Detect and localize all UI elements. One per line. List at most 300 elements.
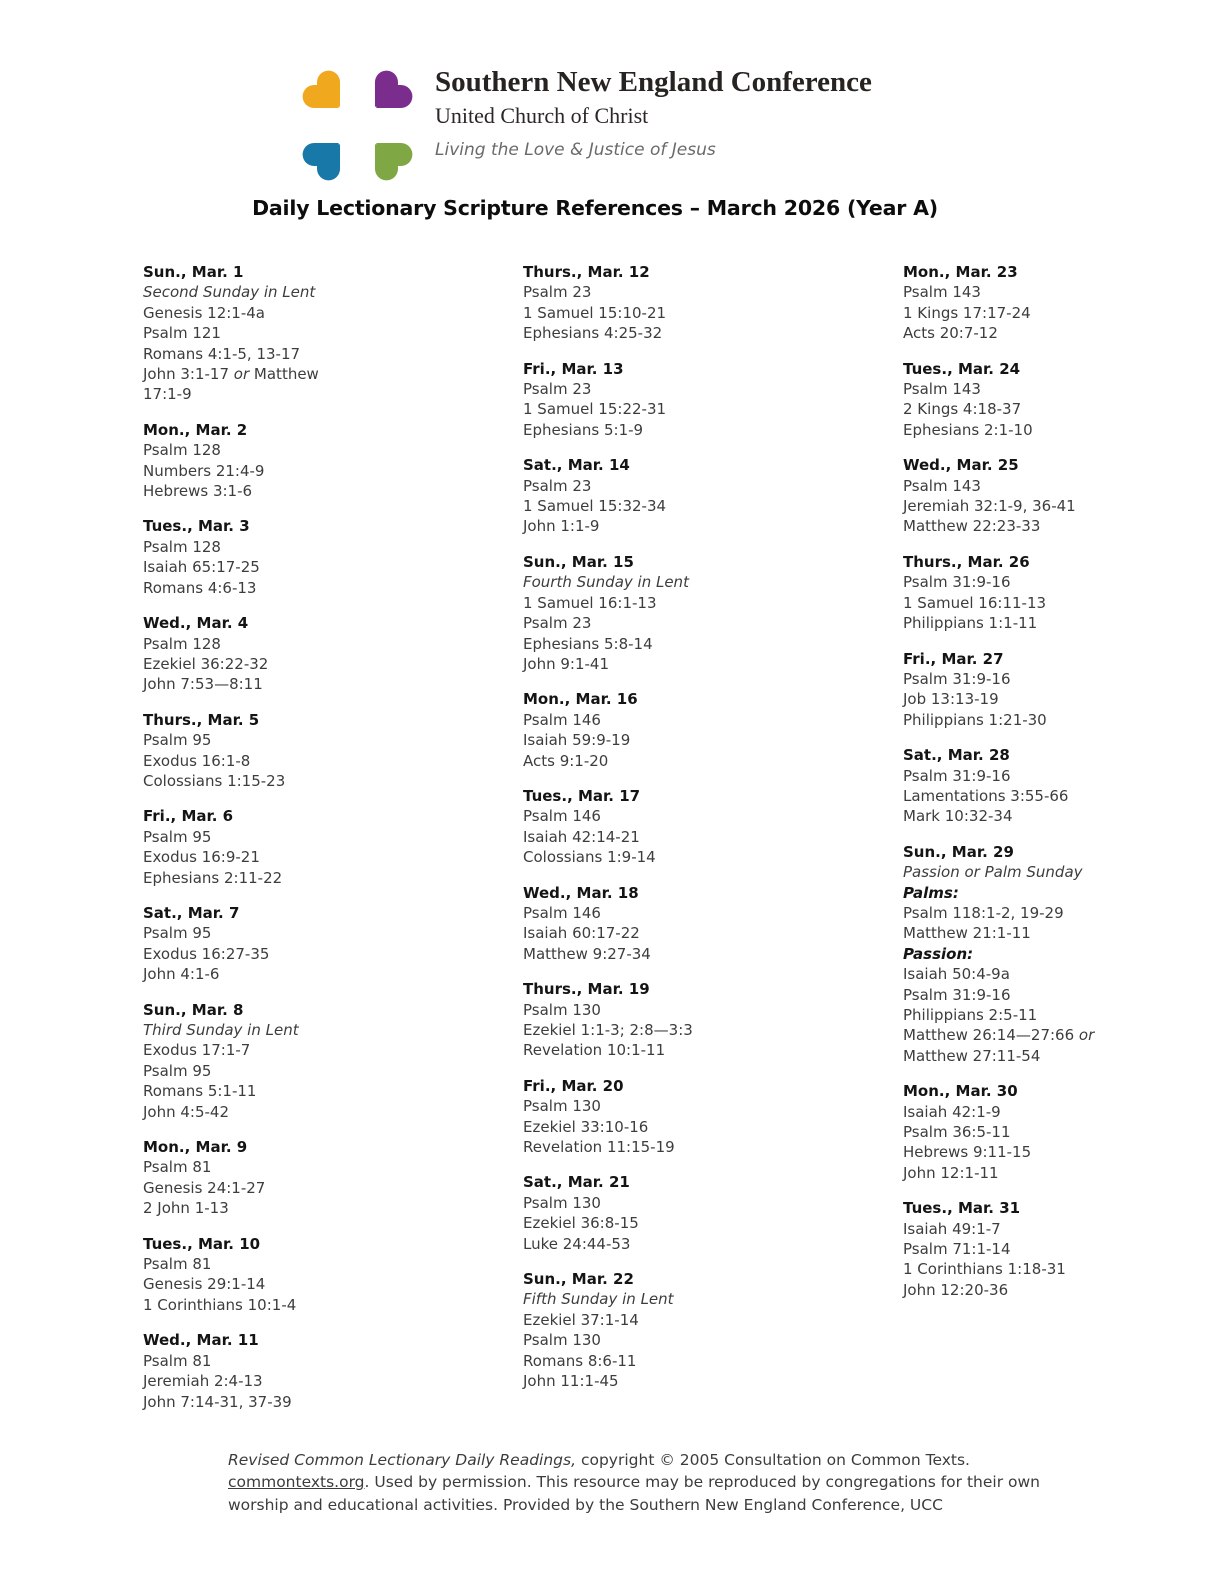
scripture-line <box>523 923 858 943</box>
scripture-text: John 1:1-9 <box>523 517 600 536</box>
heart-icon-green <box>357 125 416 184</box>
scripture-text: Isaiah 50:4-9a <box>903 965 1010 984</box>
scripture-text: Psalm 31:9-16 <box>903 669 1011 688</box>
scripture-text: Psalm 71:1-14 <box>903 1240 1011 1259</box>
lectionary-entry <box>903 359 1224 441</box>
scripture-text: 1 Samuel 15:10-21 <box>523 303 667 322</box>
entry-date-heading: Sun., Mar. 22 <box>523 1270 634 1289</box>
scripture-text: Psalm 146 <box>523 710 601 729</box>
scripture-text: Psalm 130 <box>523 1331 601 1350</box>
scripture-text: Jeremiah 32:1-9, 36-41 <box>903 497 1076 516</box>
scripture-line <box>523 399 858 419</box>
entry-date-heading: Mon., Mar. 30 <box>903 1082 1018 1101</box>
scripture-text: Psalm 95 <box>143 827 212 846</box>
scripture-text: Lamentations 3:55-66 <box>903 786 1069 805</box>
scripture-line <box>143 578 478 598</box>
scripture-text: Matthew 22:23-33 <box>903 517 1041 536</box>
entry-date-heading: Wed., Mar. 18 <box>523 883 639 902</box>
scripture-text: Acts 20:7-12 <box>903 324 998 343</box>
scripture-line <box>903 572 1224 592</box>
entry-date-heading: Tues., Mar. 31 <box>903 1199 1021 1218</box>
scripture-text: John 3:1-17 <box>143 365 234 384</box>
scripture-line <box>903 806 1224 826</box>
commontexts-link[interactable]: commontexts.org <box>228 1473 365 1492</box>
scripture-line <box>143 1061 478 1081</box>
scripture-line <box>903 323 1224 343</box>
entry-date-heading: Sat., Mar. 21 <box>523 1173 630 1192</box>
scripture-text: Matthew <box>249 365 319 384</box>
scripture-line <box>903 1025 1224 1045</box>
scripture-line <box>523 1096 858 1116</box>
scripture-line <box>143 868 478 888</box>
footer-segment: . Used by permission. This resource may be reproduced by congregations for their own worship and educational activities. Provided by the Southern New England Conference, UCC <box>228 1473 1040 1514</box>
scripture-line <box>143 323 478 343</box>
scripture-line <box>523 420 858 440</box>
scripture-line <box>903 710 1224 730</box>
entry-date-heading: Mon., Mar. 23 <box>903 263 1018 281</box>
scripture-text: Passion or Palm Sunday <box>903 863 1083 882</box>
lectionary-entry <box>143 1137 478 1219</box>
scripture-text: John 12:1-11 <box>903 1163 999 1182</box>
scripture-line <box>523 827 858 847</box>
scripture-line <box>523 944 858 964</box>
scripture-line <box>143 440 478 460</box>
scripture-text: Psalm 130 <box>523 1097 601 1116</box>
lectionary-entry <box>903 455 1224 537</box>
entry-date-heading: Wed., Mar. 4 <box>143 614 249 633</box>
scripture-text: Passion: <box>903 944 974 963</box>
scripture-text: Exodus 16:27-35 <box>143 944 270 963</box>
scripture-line <box>143 1102 478 1122</box>
scripture-text: or <box>233 365 250 384</box>
scripture-line <box>143 557 478 577</box>
scripture-line <box>143 282 478 302</box>
entry-date-heading: Sat., Mar. 14 <box>523 456 630 475</box>
scripture-text: 1 Corinthians 1:18-31 <box>903 1260 1066 1279</box>
scripture-line <box>523 1289 858 1309</box>
entry-date-heading: Fri., Mar. 27 <box>903 649 1004 668</box>
scripture-text: Psalm 128 <box>143 441 221 460</box>
scripture-text: Psalm 36:5-11 <box>903 1123 1011 1142</box>
four-hearts-logo-icon <box>302 70 413 181</box>
entry-date-heading: Mon., Mar. 9 <box>143 1138 248 1157</box>
scripture-line <box>903 593 1224 613</box>
scripture-line <box>903 964 1224 984</box>
scripture-line <box>903 1122 1224 1142</box>
scripture-line <box>143 634 478 654</box>
scripture-text: Psalm 31:9-16 <box>903 985 1011 1004</box>
scripture-text: Genesis 12:1-4a <box>143 303 265 322</box>
scripture-text: 1 Samuel 16:1-13 <box>523 593 657 612</box>
scripture-line <box>143 1274 478 1294</box>
scripture-line <box>143 674 478 694</box>
scripture-line <box>903 944 1224 964</box>
scripture-text: or <box>1078 1026 1095 1045</box>
scripture-text: Matthew 21:1-11 <box>903 924 1031 943</box>
scripture-line <box>523 654 858 674</box>
scripture-text: Fourth Sunday in Lent <box>523 573 689 592</box>
scripture-text: Isaiah 42:1-9 <box>903 1102 1001 1121</box>
scripture-line <box>523 323 858 343</box>
scripture-line <box>143 1351 478 1371</box>
scripture-line <box>523 1330 858 1350</box>
scripture-line <box>523 1020 858 1040</box>
scripture-line <box>523 730 858 750</box>
scripture-text: Psalm 81 <box>143 1255 212 1274</box>
lectionary-entry <box>523 1269 858 1391</box>
scripture-line <box>523 1310 858 1330</box>
organization-logo <box>302 66 872 181</box>
footer-text <box>228 1449 1043 1516</box>
footer-segment: copyright © 2005 Consultation on Common Texts. <box>576 1451 970 1469</box>
scripture-text: John 4:5-42 <box>143 1102 230 1121</box>
scripture-line <box>523 1371 858 1391</box>
entry-date-heading: Thurs., Mar. 19 <box>523 980 650 999</box>
scripture-line <box>523 710 858 730</box>
footer-segment: Revised Common Lectionary Daily Readings, <box>228 1451 577 1469</box>
scripture-text: Psalm 23 <box>523 614 592 633</box>
page-title: Daily Lectionary Scripture References – March 2026 (Year A) <box>252 196 938 220</box>
lectionary-entry <box>523 455 858 537</box>
scripture-text: Romans 4:1-5, 13-17 <box>143 344 301 363</box>
lectionary-entry <box>903 745 1224 827</box>
scripture-line <box>903 903 1224 923</box>
scripture-line <box>903 766 1224 786</box>
scripture-text: Philippians 1:21-30 <box>903 710 1047 729</box>
org-subtitle: United Church of Christ <box>435 103 649 129</box>
scripture-text: John 12:20-36 <box>903 1280 1009 1299</box>
scripture-text: Third Sunday in Lent <box>143 1021 299 1039</box>
entry-date-heading: Fri., Mar. 13 <box>523 359 624 378</box>
lectionary-entry <box>143 420 478 502</box>
scripture-line <box>903 1046 1224 1066</box>
scripture-text: Philippians 2:5-11 <box>903 1006 1038 1024</box>
scripture-text: Genesis 24:1-27 <box>143 1178 266 1197</box>
entry-date-heading: Wed., Mar. 25 <box>903 456 1019 475</box>
scripture-line <box>523 496 858 516</box>
scripture-text: Revelation 11:15-19 <box>523 1138 675 1157</box>
scripture-line <box>143 1040 478 1060</box>
scripture-line <box>143 964 478 984</box>
scripture-text: Psalm 31:9-16 <box>903 766 1011 785</box>
scripture-line <box>523 1040 858 1060</box>
scripture-text: Isaiah 65:17-25 <box>143 558 260 577</box>
scripture-line <box>903 303 1224 323</box>
scripture-text: 1 Kings 17:17-24 <box>903 303 1031 322</box>
scripture-line <box>143 384 478 404</box>
scripture-text: Ephesians 4:25-32 <box>523 324 663 343</box>
scripture-line <box>143 461 478 481</box>
entry-date-heading: Tues., Mar. 3 <box>143 517 250 536</box>
scripture-text: Psalm 143 <box>903 283 981 302</box>
scripture-line <box>143 303 478 323</box>
scripture-text: Ephesians 2:1-10 <box>903 420 1033 439</box>
lectionary-entry <box>903 1081 1224 1183</box>
scripture-line <box>143 364 478 384</box>
scripture-line <box>903 985 1224 1005</box>
lectionary-entry <box>523 552 858 674</box>
scripture-text: Psalm 128 <box>143 537 221 556</box>
scripture-text: John 4:1-6 <box>143 965 220 984</box>
scripture-line <box>903 613 1224 633</box>
scripture-text: Fifth Sunday in Lent <box>523 1290 674 1309</box>
scripture-text: John 11:1-45 <box>523 1372 619 1391</box>
scripture-line <box>143 771 478 791</box>
scripture-line <box>903 1163 1224 1183</box>
scripture-line <box>523 516 858 536</box>
scripture-text: Psalm 95 <box>143 924 212 943</box>
lectionary-entry <box>143 1000 478 1122</box>
scripture-text: Acts 9:1-20 <box>523 751 609 770</box>
scripture-text: Psalm 95 <box>143 1061 212 1080</box>
lectionary-entry <box>523 979 858 1061</box>
lectionary-entry <box>903 649 1224 731</box>
scripture-text: Psalm 146 <box>523 807 601 826</box>
scripture-text: Psalm 143 <box>903 380 981 399</box>
scripture-text: Palms: <box>903 883 959 902</box>
scripture-text: Jeremiah 2:4-13 <box>143 1372 263 1391</box>
entry-date-heading: Sat., Mar. 7 <box>143 903 240 922</box>
scripture-line <box>903 1259 1224 1279</box>
scripture-line <box>143 730 478 750</box>
scripture-text: Psalm 130 <box>523 1000 601 1019</box>
entry-date-heading: Tues., Mar. 17 <box>523 786 641 805</box>
lectionary-entry <box>523 786 858 868</box>
scripture-line <box>523 1117 858 1137</box>
heart-icon-blue <box>298 125 357 184</box>
scripture-line <box>143 1178 478 1198</box>
scripture-text: John 7:14-31, 37-39 <box>143 1392 292 1411</box>
entry-date-heading: Sun., Mar. 29 <box>903 842 1014 861</box>
entry-date-heading: Thurs., Mar. 26 <box>903 552 1030 571</box>
lectionary-entry <box>903 1198 1224 1300</box>
scripture-line <box>523 634 858 654</box>
scripture-text: Psalm 95 <box>143 731 212 750</box>
scripture-line <box>523 476 858 496</box>
scripture-line <box>143 1198 478 1218</box>
scripture-text: Ezekiel 33:10-16 <box>523 1117 649 1136</box>
lectionary-entry <box>903 262 1224 344</box>
lectionary-entry <box>523 1076 858 1158</box>
lectionary-entry <box>143 1330 478 1412</box>
scripture-line <box>523 282 858 302</box>
scripture-line <box>143 654 478 674</box>
entry-date-heading: Tues., Mar. 10 <box>143 1234 261 1253</box>
scripture-text: Romans 4:6-13 <box>143 578 257 597</box>
scripture-text: Matthew 26:14—27:66 <box>903 1026 1079 1045</box>
scripture-text: Job 13:13-19 <box>903 690 999 709</box>
scripture-line <box>143 1295 478 1315</box>
scripture-text: 1 Corinthians 10:1-4 <box>143 1295 297 1314</box>
scripture-text: Ephesians 2:11-22 <box>143 868 283 887</box>
heart-icon-purple <box>357 66 416 125</box>
scripture-line <box>143 481 478 501</box>
scripture-line <box>143 751 478 771</box>
scripture-line <box>903 496 1224 516</box>
scripture-line <box>903 1239 1224 1259</box>
entry-date-heading: Mon., Mar. 2 <box>143 420 248 439</box>
scripture-text: Psalm 130 <box>523 1193 601 1212</box>
entry-date-heading: Sat., Mar. 28 <box>903 746 1010 765</box>
scripture-line <box>143 344 478 364</box>
scripture-line <box>143 827 478 847</box>
scripture-line <box>143 847 478 867</box>
lectionary-entry <box>143 1234 478 1316</box>
scripture-line <box>903 923 1224 943</box>
scripture-text: Psalm 121 <box>143 324 221 343</box>
scripture-line <box>143 1157 478 1177</box>
entry-date-heading: Tues., Mar. 24 <box>903 359 1021 378</box>
heart-icon-yellow <box>298 66 357 125</box>
scripture-text: Ephesians 5:1-9 <box>523 420 644 439</box>
entry-date-heading: Thurs., Mar. 12 <box>523 263 650 281</box>
entry-date-heading: Sun., Mar. 1 <box>143 263 244 281</box>
scripture-line <box>523 303 858 323</box>
entry-date-heading: Sun., Mar. 8 <box>143 1000 244 1019</box>
scripture-line <box>523 847 858 867</box>
scripture-text: 1 Samuel 15:32-34 <box>523 497 667 516</box>
scripture-text: 1 Samuel 15:22-31 <box>523 400 667 419</box>
scripture-text: Isaiah 49:1-7 <box>903 1219 1001 1238</box>
scripture-text: Exodus 17:1-7 <box>143 1041 251 1060</box>
scripture-text: Psalm 31:9-16 <box>903 573 1011 592</box>
lectionary-entry <box>523 883 858 965</box>
scripture-line <box>143 537 478 557</box>
entry-date-heading: Thurs., Mar. 5 <box>143 710 260 729</box>
scripture-line <box>903 1102 1224 1122</box>
scripture-line <box>523 613 858 633</box>
scripture-text: Exodus 16:1-8 <box>143 751 251 770</box>
scripture-text: Genesis 29:1-14 <box>143 1275 266 1294</box>
column-2 <box>523 262 858 1427</box>
entry-date-heading: Wed., Mar. 11 <box>143 1331 259 1350</box>
scripture-text: Matthew 27:11-54 <box>903 1046 1041 1065</box>
scripture-line <box>903 476 1224 496</box>
lectionary-entry <box>523 689 858 771</box>
scripture-line <box>523 903 858 923</box>
lectionary-entry <box>143 516 478 598</box>
scripture-line <box>143 1020 478 1040</box>
scripture-text: Psalm 23 <box>523 380 592 399</box>
scripture-line <box>903 1280 1224 1300</box>
scripture-line <box>143 1392 478 1412</box>
scripture-text: Matthew 9:27-34 <box>523 944 651 963</box>
lectionary-entry <box>903 552 1224 634</box>
scripture-line <box>903 282 1224 302</box>
scripture-line <box>523 806 858 826</box>
scripture-line <box>523 1213 858 1233</box>
scripture-text: Psalm 81 <box>143 1351 212 1370</box>
scripture-line <box>143 1081 478 1101</box>
scripture-line <box>903 399 1224 419</box>
scripture-text: Exodus 16:9-21 <box>143 848 260 867</box>
scripture-text: Mark 10:32-34 <box>903 807 1013 826</box>
scripture-text: Psalm 128 <box>143 634 221 653</box>
scripture-text: Luke 24:44-53 <box>523 1234 631 1253</box>
scripture-text: Psalm 143 <box>903 476 981 495</box>
lectionary-columns <box>143 262 1224 1427</box>
scripture-text: John 7:53—8:11 <box>143 675 263 694</box>
scripture-text: Isaiah 60:17-22 <box>523 924 640 943</box>
scripture-line <box>903 379 1224 399</box>
scripture-text: Ezekiel 36:22-32 <box>143 654 269 673</box>
lectionary-entry <box>143 613 478 695</box>
column-1 <box>143 262 478 1427</box>
scripture-text: Hebrews 3:1-6 <box>143 482 253 501</box>
scripture-line <box>903 883 1224 903</box>
entry-date-heading: Fri., Mar. 20 <box>523 1076 624 1095</box>
entry-date-heading: Mon., Mar. 16 <box>523 690 638 709</box>
scripture-line <box>903 689 1224 709</box>
scripture-line <box>143 923 478 943</box>
column-3 <box>903 262 1224 1427</box>
scripture-text: 2 John 1-13 <box>143 1199 229 1218</box>
scripture-line <box>523 1193 858 1213</box>
scripture-text: Psalm 146 <box>523 903 601 922</box>
scripture-text: Numbers 21:4-9 <box>143 461 265 480</box>
scripture-text: Revelation 10:1-11 <box>523 1041 666 1060</box>
lectionary-entry <box>523 262 858 344</box>
scripture-line <box>903 1005 1224 1025</box>
scripture-line <box>903 516 1224 536</box>
scripture-text: John 9:1-41 <box>523 654 610 673</box>
scripture-text: 17:1-9 <box>143 385 192 404</box>
scripture-text: Ezekiel 1:1-3; 2:8—3:3 <box>523 1021 693 1039</box>
scripture-text: Psalm 118:1-2, 19-29 <box>903 903 1064 922</box>
lectionary-entry <box>143 806 478 888</box>
scripture-line <box>143 1254 478 1274</box>
scripture-line <box>903 1142 1224 1162</box>
scripture-text: Isaiah 42:14-21 <box>523 827 640 846</box>
scripture-text: Colossians 1:9-14 <box>523 848 656 867</box>
scripture-text: Psalm 81 <box>143 1158 212 1177</box>
scripture-line <box>903 420 1224 440</box>
lectionary-entry <box>143 262 478 405</box>
entry-date-heading: Fri., Mar. 6 <box>143 807 234 826</box>
scripture-text: Romans 8:6-11 <box>523 1351 637 1370</box>
scripture-line <box>143 1371 478 1391</box>
lectionary-entry <box>523 1172 858 1254</box>
scripture-text: Psalm 23 <box>523 476 592 495</box>
scripture-line <box>523 572 858 592</box>
scripture-line <box>903 669 1224 689</box>
scripture-line <box>523 1137 858 1157</box>
entry-date-heading: Sun., Mar. 15 <box>523 552 634 571</box>
scripture-text: Second Sunday in Lent <box>143 283 316 302</box>
scripture-text: Ephesians 5:8-14 <box>523 634 653 653</box>
scripture-line <box>523 1000 858 1020</box>
scripture-text: Isaiah 59:9-19 <box>523 731 631 750</box>
scripture-text: Romans 5:1-11 <box>143 1082 257 1101</box>
scripture-line <box>523 1234 858 1254</box>
lectionary-entry <box>143 710 478 792</box>
lectionary-entry <box>903 842 1224 1066</box>
scripture-line <box>523 751 858 771</box>
scripture-text: Philippians 1:1-11 <box>903 614 1038 633</box>
scripture-text: 2 Kings 4:18-37 <box>903 400 1022 419</box>
scripture-line <box>523 1351 858 1371</box>
lectionary-entry <box>523 359 858 441</box>
org-tagline: Living the Love & Justice of Jesus <box>435 139 716 160</box>
scripture-line <box>143 944 478 964</box>
org-name: Southern New England Conference <box>435 66 872 98</box>
scripture-text: Ezekiel 36:8-15 <box>523 1214 639 1233</box>
scripture-line <box>903 862 1224 882</box>
scripture-text: Hebrews 9:11-15 <box>903 1143 1032 1162</box>
scripture-text: Colossians 1:15-23 <box>143 771 286 790</box>
scripture-text: 1 Samuel 16:11-13 <box>903 593 1047 612</box>
scripture-line <box>903 1219 1224 1239</box>
